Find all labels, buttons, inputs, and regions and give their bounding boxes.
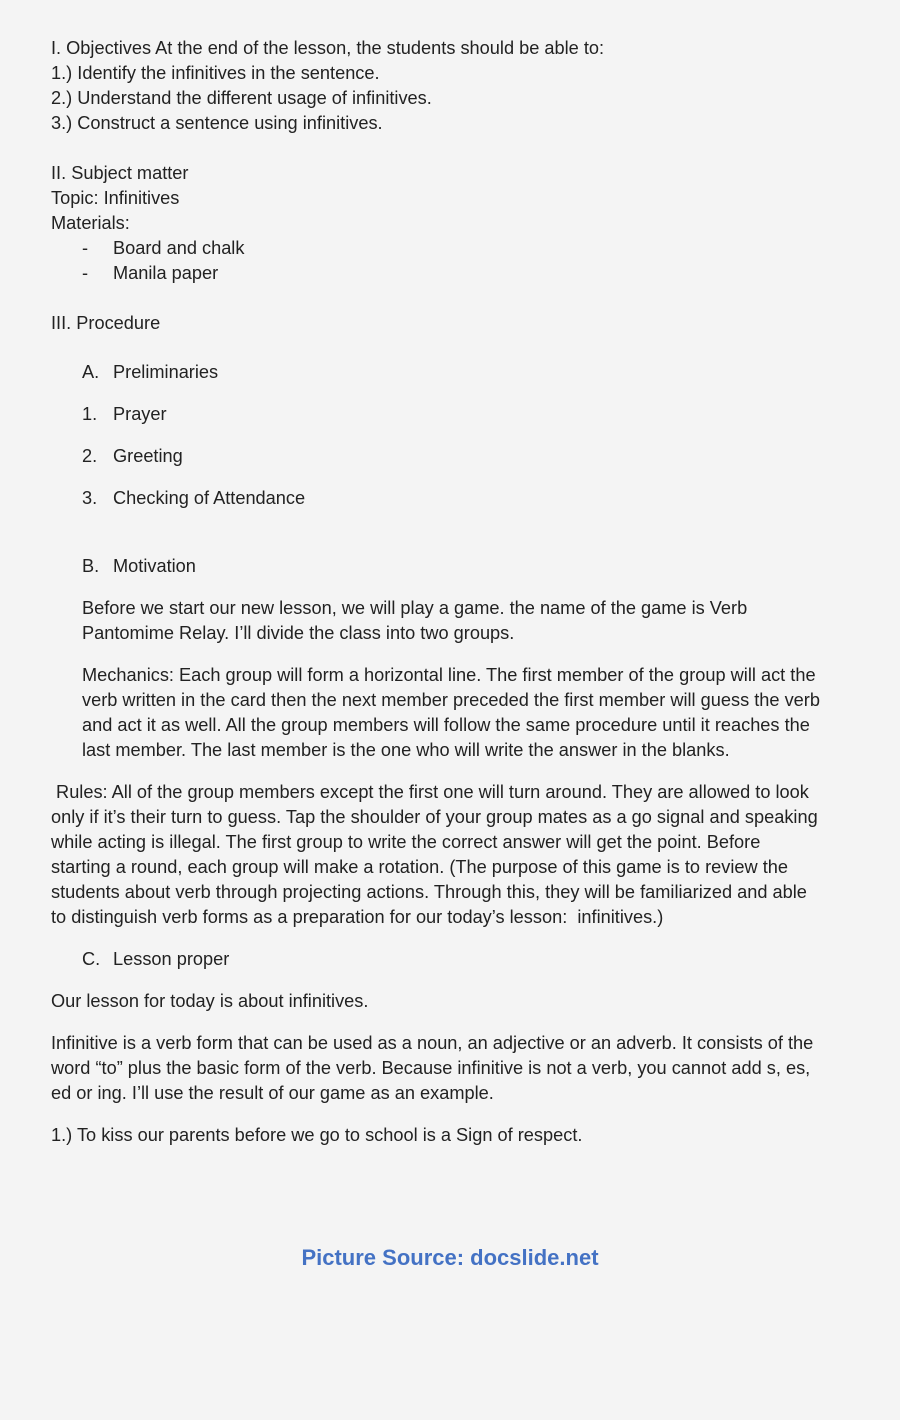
topic-line: Topic: Infinitives bbox=[51, 188, 180, 208]
step-label: Checking of Attendance bbox=[113, 488, 306, 508]
paragraph-line: Infinitive is a verb form that can be used as a noun, an adjective or an adverb. It consists of the bbox=[51, 1033, 814, 1053]
procedure-section bbox=[51, 311, 850, 1148]
list-marker: C. bbox=[82, 949, 101, 969]
lesson-intro: Our lesson for today is about infinitives. bbox=[51, 991, 369, 1011]
objectives-heading: I. Objectives At the end of the lesson, the students should be able to: bbox=[51, 38, 605, 58]
dash-bullet: - bbox=[82, 263, 89, 283]
materials-label: Materials: bbox=[51, 213, 130, 233]
step-item bbox=[51, 486, 850, 511]
materials-list bbox=[51, 236, 850, 286]
lesson-proper-heading bbox=[51, 947, 850, 972]
example-sentence: 1.) To kiss our parents before we go to school is a Sign of respect. bbox=[51, 1125, 583, 1145]
list-marker: A. bbox=[82, 362, 100, 382]
list-marker: B. bbox=[82, 556, 100, 576]
paragraph-line: and act it as well. All the group members will follow the same procedure until it reaches the bbox=[82, 715, 810, 735]
paragraph-line: Before we start our new lesson, we will play a game. the name of the game is Verb bbox=[82, 598, 748, 618]
section-label: Preliminaries bbox=[113, 362, 219, 382]
picture-source-caption: Picture Source: docslide.net bbox=[301, 1245, 599, 1270]
paragraph-line: word “to” plus the basic form of the verb. Because infinitive is not a verb, you cannot add s, es, bbox=[51, 1058, 811, 1078]
objectives-section bbox=[51, 36, 850, 136]
list-marker: 2. bbox=[82, 446, 98, 466]
paragraph-line: Rules: All of the group members except the first one will turn around. They are allowed to look bbox=[51, 782, 809, 802]
step-label: Prayer bbox=[113, 404, 167, 424]
step-item bbox=[51, 402, 850, 427]
paragraph-line: last member. The last member is the one who will write the answer in the blanks. bbox=[82, 740, 730, 760]
objective-item: 1.) Identify the infinitives in the sentence. bbox=[51, 63, 380, 83]
objective-item: 2.) Understand the different usage of infinitives. bbox=[51, 88, 432, 108]
list-item bbox=[51, 261, 850, 286]
step-item bbox=[51, 444, 850, 469]
list-marker: 3. bbox=[82, 488, 98, 508]
dash-bullet: - bbox=[82, 238, 89, 258]
paragraph-line: verb written in the card then the next member preceded the first member will guess the verb bbox=[82, 690, 820, 710]
rules-paragraph bbox=[51, 780, 850, 930]
material-text: Manila paper bbox=[113, 263, 219, 283]
paragraph-line: Pantomime Relay. I’ll divide the class into two groups. bbox=[82, 623, 515, 643]
paragraph-line: only if it’s their turn to guess. Tap the shoulder of your group mates as a go signal and speaking bbox=[51, 807, 818, 827]
section-label: Lesson proper bbox=[113, 949, 230, 969]
mechanics-paragraph bbox=[51, 663, 850, 763]
procedure-heading: III. Procedure bbox=[51, 313, 161, 333]
paragraph-line: starting a round, each group will make a rotation. (The purpose of this game is to review the bbox=[51, 857, 788, 877]
motivation-heading bbox=[51, 554, 850, 579]
list-marker: 1. bbox=[82, 404, 98, 424]
step-label: Greeting bbox=[113, 446, 183, 466]
subject-matter-heading: II. Subject matter bbox=[51, 163, 189, 183]
list-item bbox=[51, 236, 850, 261]
paragraph-line: Mechanics: Each group will form a horizontal line. The first member of the group will act the bbox=[82, 665, 816, 685]
definition-paragraph bbox=[51, 1031, 850, 1106]
paragraph-line: while acting is illegal. The first group to write the correct answer will get the point. Before bbox=[51, 832, 761, 852]
objective-item: 3.) Construct a sentence using infinitives. bbox=[51, 113, 383, 133]
paragraph-line: ed or ing. I’ll use the result of our game as an example. bbox=[51, 1083, 494, 1103]
preliminaries-heading bbox=[51, 360, 850, 385]
paragraph-line: students about verb through projecting actions. Through this, they will be familiarized and able bbox=[51, 882, 807, 902]
motivation-intro bbox=[51, 596, 850, 646]
subject-matter-section bbox=[51, 161, 850, 286]
section-label: Motivation bbox=[113, 556, 196, 576]
paragraph-line: to distinguish verb forms as a preparation for our today’s lesson: infinitives.) bbox=[51, 907, 664, 927]
material-text: Board and chalk bbox=[113, 238, 245, 258]
